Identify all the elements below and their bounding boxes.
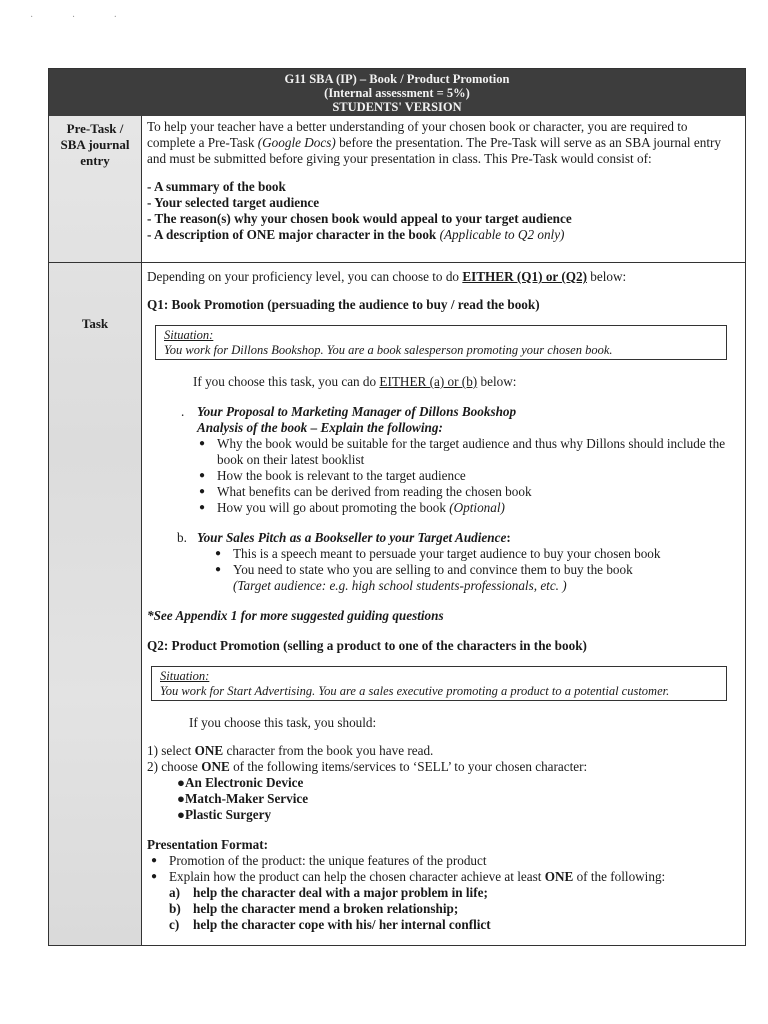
step-2: 2) choose ONE of the following items/services to ‘SELL’ to your chosen character: <box>147 759 588 774</box>
q2-choose: If you choose this task, you should: <box>189 715 377 730</box>
list-item: ● Promotion of the product: the unique features of the product <box>151 853 739 869</box>
format-title: Presentation Format: <box>147 837 268 852</box>
header-assessment: (Internal assessment = 5%) <box>324 86 470 100</box>
product-item: ●Match-Maker Service <box>177 791 309 806</box>
list-item: ● How you will go about promoting the book (Optional) <box>199 500 739 516</box>
q2-title: Q2: Product Promotion (selling a product to one of the characters in the book) <box>147 638 587 653</box>
pretask-item: - Your selected target audience <box>147 195 320 210</box>
header-version: STUDENTS' VERSION <box>332 100 462 114</box>
pretask-label: Pre-Task / SBA journal entry <box>60 121 130 168</box>
label-column <box>49 116 142 945</box>
product-item: ●An Electronic Device <box>177 775 304 790</box>
sub-item: a) help the character deal with a major problem in life; <box>169 885 488 900</box>
pretask-item: - The reason(s) why your chosen book would appeal to your target audience <box>147 211 572 226</box>
list-item: ● Explain how the product can help the chosen character achieve at least ONE of the following: <box>151 869 739 885</box>
q1-title: Q1: Book Promotion (persuading the audience to buy / read the book) <box>147 297 540 312</box>
format-sublist <box>147 885 739 933</box>
option-a: . Your Proposal to Marketing Manager of Dillons Bookshop Analysis of the book – Explain the following: ● Why the book would be suitable for the target audience and thus why Dillons should include the book on their latest booklist ● How the book is relevant to the target audience ● What benefits can be derived from reading the chosen book ● How you will go about promoting the book (Optional) <box>147 404 739 516</box>
list-item: ● This is a speech meant to persuade your target audience to buy your chosen book <box>215 546 739 562</box>
task-label: Task <box>81 316 109 331</box>
pretask-item: - A description of ONE major character in the book (Applicable to Q2 only) <box>147 227 565 242</box>
appendix-note: *See Appendix 1 for more suggested guiding questions <box>147 608 444 623</box>
option-a-list <box>197 436 739 516</box>
pretask-item: - A summary of the book <box>147 179 286 194</box>
q2-situation-box: Situation: You work for Start Advertising. You are a sales executive promoting a product to a potential customer. <box>151 666 727 701</box>
pretask-intro: To help your teacher have a better understanding of your chosen book or character, you are required to complete a Pre-Task (Google Docs) before the presentation. The Pre-Task will serve as an SBA journal entry and must be submitted before giving your presentation in class. This Pre-Task would consist of: <box>147 119 721 166</box>
option-b: b. Your Sales Pitch as a Bookseller to your Target Audience: ● This is a speech meant to persuade your target audience to buy your chosen book ● You need to state who you are selling to and convince them to buy the book (Target audience: e.g. high school students-professionals, etc. ) <box>147 530 739 594</box>
list-item: ● Why the book would be suitable for the target audience and thus why Dillons should include the book on their latest booklist <box>199 436 739 468</box>
table-header <box>49 69 745 116</box>
scan-specks: · · · <box>30 12 135 23</box>
pretask-content <box>147 119 739 243</box>
q1-choose: If you choose this task, you can do EITHER (a) or (b) below: <box>193 374 517 389</box>
option-b-list <box>197 546 739 578</box>
q1-situation-box: Situation: You work for Dillons Bookshop. You are a book salesperson promoting your chosen book. <box>155 325 727 360</box>
header-title: G11 SBA (IP) – Book / Product Promotion <box>284 72 510 86</box>
assignment-table <box>48 68 746 946</box>
sub-item: c) help the character cope with his/ her internal conflict <box>169 917 491 932</box>
task-content <box>147 269 739 933</box>
list-item: ● What benefits can be derived from reading the chosen book <box>199 484 739 500</box>
list-item: ● How the book is relevant to the target audience <box>199 468 739 484</box>
list-item: ● You need to state who you are selling to and convince them to buy the book <box>215 562 739 578</box>
product-list <box>147 775 739 823</box>
task-intro: Depending on your proficiency level, you can choose to do EITHER (Q1) or (Q2) below: <box>147 269 627 284</box>
step-1: 1) select ONE character from the book you have read. <box>147 743 434 758</box>
format-list <box>147 853 739 885</box>
sub-item: b) help the character mend a broken relationship; <box>169 901 459 916</box>
product-item: ●Plastic Surgery <box>177 807 272 822</box>
row-divider <box>49 262 745 263</box>
